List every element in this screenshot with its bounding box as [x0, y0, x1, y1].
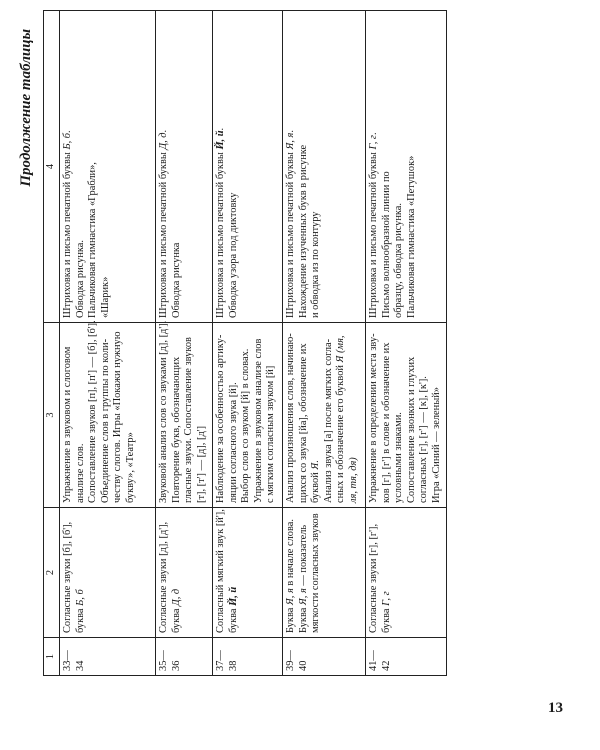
cell-line: и обводка из по контуру	[310, 211, 322, 318]
table-row	[213, 11, 283, 676]
cell-line: Буква Я, я в начале слова.	[285, 519, 296, 633]
cell-line: Обводка рисунка.	[74, 240, 86, 318]
cell-line: Анализ звука [а] после мягких согла-	[322, 338, 334, 503]
cell-line: Повторение букв, обозначающих	[170, 356, 182, 503]
lesson-topic	[156, 508, 213, 638]
cell-line: буква Й, й	[227, 586, 239, 633]
cell-line: Упражнение в определении места зву-	[368, 333, 379, 503]
lesson-topic	[366, 508, 447, 638]
cell-line: Письмо волнообразной линии по	[380, 171, 392, 318]
cell-line: Обводка узора под диктовку	[227, 192, 239, 318]
table-caption: Продолжение таблицы	[18, 29, 34, 187]
lesson-number: 33—34	[60, 638, 156, 676]
lesson-number: 35—36	[156, 638, 213, 676]
cell-line: букву», «Театр»	[124, 432, 136, 503]
table-row	[60, 11, 156, 676]
cell-line: буква Г, г	[380, 591, 392, 633]
lesson-topic	[60, 508, 156, 638]
cell-line: Согласные звуки [г], [г'],	[368, 523, 379, 633]
cell-line: буквой Я.	[310, 460, 322, 503]
page-number: 13	[548, 700, 563, 716]
header-col-3: 3	[44, 323, 60, 508]
cell-line: Объединение слов в группы по коли-	[99, 338, 111, 503]
cell-line: [т], [т'] — [д], [д']	[195, 425, 207, 503]
cell-line: Сопоставление звонких и глухих	[405, 356, 417, 503]
cell-line: Анализ произношения слов, начинаю-	[285, 333, 296, 503]
cell-line: гласные звуки. Сопоставление звуков	[183, 337, 195, 503]
header-col-1: 1	[44, 638, 60, 676]
lesson-activities	[366, 11, 447, 323]
header-row	[44, 11, 60, 676]
lesson-activities	[156, 11, 213, 323]
lesson-number: 37—38	[213, 638, 283, 676]
cell-line: условными знаками.	[393, 412, 405, 503]
cell-line: буква Б, б	[74, 589, 86, 633]
cell-line: согласных [г], [г'] — [к], [к'].	[418, 376, 430, 503]
lesson-analysis	[283, 323, 366, 508]
cell-line: Сопоставление звуков [п], [п'] — [б], [б'].	[87, 320, 99, 503]
lesson-analysis	[213, 323, 283, 508]
lesson-number: 39—40	[283, 638, 366, 676]
lesson-topic	[283, 508, 366, 638]
lesson-analysis	[60, 320, 156, 508]
cell-line: Штриховка и письмо печатной буквы Д, д.	[158, 129, 169, 318]
cell-line: Нахождение изученных букв в рисунке	[297, 144, 309, 318]
cell-line: ков [г], [г'] в слове и обозначение их	[380, 342, 392, 503]
cell-line: сных и обозначение его буквой Я (мя,	[335, 335, 347, 503]
lesson-analysis	[156, 320, 213, 508]
rotated-content	[13, 11, 488, 676]
lesson-activities	[60, 11, 156, 323]
cell-line: с мягким согласным звуком [й]	[265, 365, 277, 503]
cell-line: анализе слов.	[74, 443, 86, 503]
cell-line: Согласный мягкий звук [й'],	[215, 509, 226, 633]
table-row	[156, 11, 213, 676]
header-col-2: 2	[44, 508, 60, 638]
cell-line: Штриховка и письмо печатной буквы Й, й.	[215, 127, 226, 318]
cell-line: Штриховка и письмо печатной буквы Г, г.	[368, 132, 379, 318]
cell-line: Упражнение в звуковом анализе слов	[252, 338, 264, 503]
cell-line: Пальчиковая гимнастика «Грабли»,	[87, 162, 99, 318]
cell-line: честву слогов. Игры «Покажи нужную	[112, 331, 124, 503]
cell-line: щихся со звука [йа], обозначение их	[297, 343, 309, 503]
lesson-activities	[283, 11, 366, 323]
cell-line: образцу, обводка рисунка.	[393, 203, 405, 318]
cell-line: Согласные звуки [д], [д'],	[158, 521, 169, 633]
cell-line: Наблюдение за особенностью артику-	[215, 334, 226, 503]
table-row	[366, 11, 447, 676]
header-col-4: 4	[44, 11, 60, 323]
lesson-topic	[213, 508, 283, 638]
cell-line: мягкости согласных звуков	[310, 513, 322, 633]
cell-line: Штриховка и письмо печатной буквы Б, б.	[62, 130, 73, 318]
cell-line: буква Д, д	[170, 588, 182, 633]
cell-line: Выбор слов со звуком [й] в словах.	[240, 348, 252, 503]
lesson-plan-table	[43, 10, 447, 676]
cell-line: Буква Я, я — показатель	[297, 524, 309, 633]
cell-line: ляции согласного звука [й].	[227, 382, 239, 503]
cell-line: Игра «Синий — зеленый»	[430, 387, 442, 503]
table-row	[283, 11, 366, 676]
cell-line: Штриховка и письмо печатной буквы Я, я.	[285, 130, 296, 318]
cell-line: Звуковой анализ слов со звуками [д], [д'].	[158, 320, 169, 503]
cell-line: Упражнение в звуковом и слоговом	[62, 346, 73, 503]
cell-line: Пальчиковая гимнастика «Петушок»	[405, 155, 417, 318]
cell-line: ля, тя, дя)	[347, 457, 359, 503]
cell-line: Обводка рисунка	[170, 242, 182, 318]
lesson-number: 41—42	[366, 638, 447, 676]
cell-line: «Шарик»	[99, 276, 111, 318]
cell-line: Согласные звуки [б], [б'],	[62, 521, 73, 633]
lesson-activities	[213, 11, 283, 323]
lesson-analysis	[366, 323, 447, 508]
